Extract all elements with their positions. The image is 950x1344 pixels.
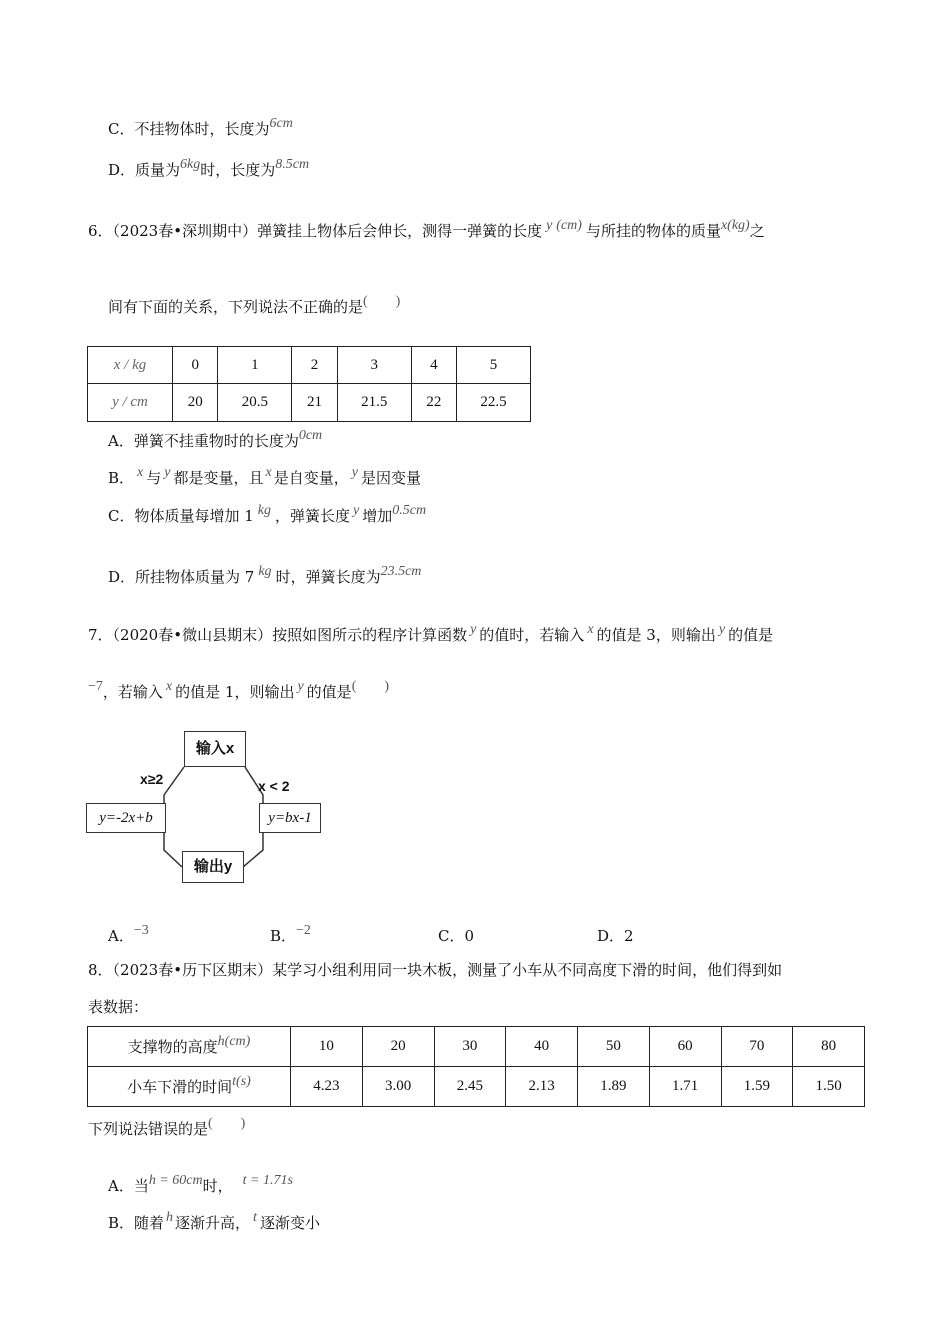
q8-after-text: 下列说法错误的是 [88,1120,209,1138]
q7-stem-text: 的值是 [728,626,774,644]
q7-flow-input-box [184,731,246,767]
q6-table-label-x: x / kg [88,347,173,384]
q6-stem-y: y [546,218,553,233]
q8-table-label-h-math: h(cm) [217,1034,251,1049]
q6-stem-cm: (cm) [556,218,582,233]
q8-after-table [88,1118,245,1139]
q8-table-cell: 10 [291,1027,363,1067]
q8-table-cell: 2.45 [434,1067,506,1107]
q7-option-a-label: A． [108,927,134,945]
q6-option-b-y: y [164,465,171,480]
q8-option-b-t: t [253,1210,257,1225]
q6-option-d-text: D．所挂物体质量为 7 [108,568,255,586]
q8-table-cell: 1.89 [578,1067,650,1107]
q6-table-cell: 1 [218,347,292,384]
q7-stem-y: y [718,622,726,637]
q8-option-b-text: B．随着 [108,1214,165,1232]
q8-table-cell: 50 [578,1027,650,1067]
q7-answer-paren: ( ) [351,679,390,694]
q7-option-b-label: B． [270,927,297,945]
q6-option-c-text: 增加 [362,507,393,525]
q8-table-cell: 1.71 [649,1067,721,1107]
q8-table-cell: 30 [434,1027,506,1067]
q6-option-b-text: 都是变量，且 [173,469,264,487]
q7-stem-text: 的值是 1，则输出 [175,683,295,701]
q7-option-d: D．2 [597,927,634,945]
q7-flow-output-box [182,851,244,883]
q6-answer-paren: ( ) [363,294,401,309]
q6-stem-text4: 间有下面的关系，下列说法不正确的是 [108,298,364,316]
q6-option-b-x2: x [265,465,272,480]
q5-option-d-math2: 8.5cm [275,157,310,172]
q8-table-cell: 20 [362,1027,434,1067]
q7-stem-text: ，若输入 [102,683,163,701]
q7-flow-left-formula-box [86,803,166,833]
q7-stem-text: 7．（2020春•微山县期末）按照如图所示的程序计算函数 [88,626,468,644]
q5-option-c-math: 6cm [269,116,293,131]
q8-option-b-h: h [166,1210,174,1225]
q7-flow-left-formula: y=-2x+b [99,810,153,826]
q6-option-c-math: 0.5cm [392,503,427,518]
q8-option-a-math2: t = 1.71s [242,1173,293,1188]
q6-table-cell: 20 [173,384,218,422]
q7-option-b [270,925,311,946]
q8-option-b-text: 逐渐升高， [175,1214,251,1232]
q6-option-d-kg: kg [258,564,272,579]
q7-flow-output-text: 输出y [193,858,233,875]
q6-stem-text2: 与所挂的物体的质量 [585,222,721,240]
q6-table-cell: 22 [411,384,456,422]
q8-table-cell: 4.23 [291,1067,363,1107]
q8-stem-line1: 8．（2023春•历下区期末）某学习小组利用同一块木板，测量了小车从不同高度下滑的时间，他们得到如 [88,961,783,979]
q6-option-b-label: B． [108,469,135,487]
q7-flow-right-formula: y=bx-1 [268,810,312,826]
q8-option-a-math1: h = 60cm [148,1173,203,1188]
q5-option-d-math1: 6kg [180,157,201,172]
q8-table-cell: 40 [506,1027,578,1067]
q8-answer-paren: ( ) [208,1116,246,1131]
q8-table-label-t [88,1067,291,1107]
q5-option-c-text: C．不挂物体时，长度为 [108,120,270,138]
q8-table-label-h [88,1027,291,1067]
q6-table-cell: 3 [337,347,411,384]
q8-option-a [108,1175,293,1196]
q6-table-cell: 2 [292,347,337,384]
q6-option-c-y: y [353,503,360,518]
q8-table-label-h-text: 支撑物的高度 [127,1038,218,1056]
q6-table-cell: 0 [173,347,218,384]
q8-option-a-text: A．当 [108,1177,149,1195]
q6-option-c-text: ，弹簧长度 [275,507,351,525]
q8-table-cell: 1.50 [793,1067,865,1107]
q6-option-c-text: C．物体质量每增加 1 [108,507,254,525]
q7-option-b-value: −2 [296,923,311,938]
q6-option-b-y2: y [351,465,358,480]
q6-table-cell: 21.5 [337,384,411,422]
q6-stem-text1: 6．（2023春•深圳期中）弹簧挂上物体后会伸长，测得一弹簧的长度 [88,222,543,240]
q7-stem-text: 的值是 [306,683,352,701]
q7-flow-right-condition: x < 2 [258,778,290,794]
q6-table-cell: 20.5 [218,384,292,422]
q7-option-a-value: −3 [133,923,149,938]
q6-option-b-text: 是因变量 [360,469,421,487]
q8-table-row-t [88,1067,865,1107]
q8-table-row-h [88,1027,865,1067]
q7-stem-text: 的值是 3，则输出 [596,626,716,644]
q5-option-d-text2: 时，长度为 [200,161,276,179]
q7-stem-neg7: −7 [88,679,103,694]
q6-table-cell: 21 [292,384,337,422]
q6-option-b-text: 与 [146,469,162,487]
q8-table-cell: 3.00 [362,1067,434,1107]
q7-flow-input-text: 输入x [195,740,235,757]
q8-table-label-t-math: t(s) [232,1074,251,1089]
q8-table [87,1026,865,1107]
q6-option-a-text: A．弹簧不挂重物时的长度为 [108,432,299,450]
q5-option-d-text: D．质量为 [108,161,181,179]
q6-table-cell: 5 [457,347,531,384]
q8-option-b-text: 逐渐变小 [259,1214,320,1232]
q6-option-d-math: 23.5cm [380,564,422,579]
q7-stem-x: x [165,679,173,694]
q8-option-a-text: 时， [202,1177,233,1195]
q7-stem-x: x [587,622,594,637]
q7-stem-y: y [297,679,304,694]
q6-option-c-kg: kg [257,503,272,518]
q8-table-cell: 2.13 [506,1067,578,1107]
q6-option-b-text: 是自变量， [273,469,349,487]
q6-stem-text3: 之 [749,222,765,240]
q8-stem-line2: 表数据： [88,998,149,1016]
q8-table-cell: 1.59 [721,1067,793,1107]
q6-option-b-x: x [137,465,144,480]
q6-table-label-y: y / cm [88,384,173,422]
q7-option-c: C．0 [438,927,475,945]
q8-option-b [108,1212,320,1233]
q7-stem-y: y [470,622,477,637]
q7-stem-text: 的值时，若输入 [479,626,585,644]
q6-option-a-math: 0cm [298,428,323,443]
q8-table-cell: 60 [649,1027,721,1067]
q6-option-d-text: 时，弹簧长度为 [275,568,381,586]
q6-table-cell: 4 [411,347,456,384]
q8-table-label-t-text: 小车下滑的时间 [127,1078,233,1096]
q8-table-cell: 70 [721,1027,793,1067]
q7-flow-right-formula-box [259,803,321,833]
q7-flow-left-condition: x≥2 [140,771,164,787]
q8-table-cell: 80 [793,1027,865,1067]
q6-table-cell: 22.5 [457,384,531,422]
q7-option-a [108,925,149,946]
q6-stem-xkg: x(kg) [720,218,750,233]
